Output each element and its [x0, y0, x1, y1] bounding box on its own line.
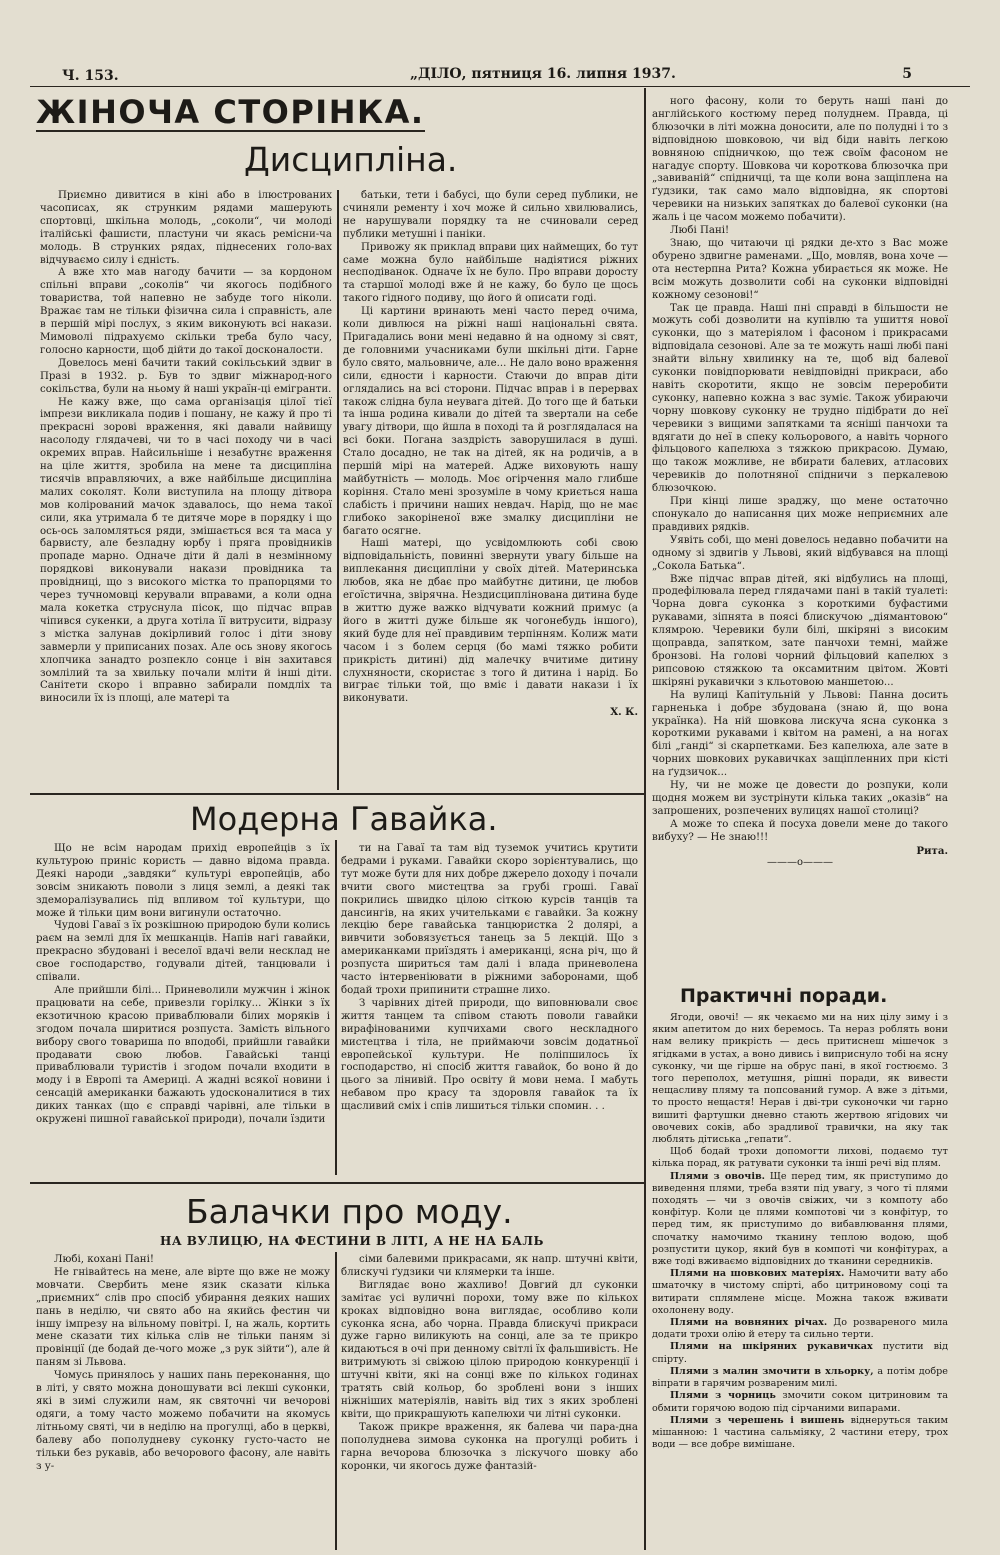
paragraph: Довелось мені бачити такий сокільський здвиг в Празі в 1932. р. Був то здвиг міжнарод-ного сокільства, були на ньому й наші україн-ці емігранти. — [40, 357, 332, 395]
paper-dateline: „ДІЛО, пятниця 16. липня 1937. — [410, 66, 676, 82]
paragraph: Ці картини вринають мені часто перед очима, коли дивлюся на ріжні наші національні свята. Пригадались вони мені недавно й на одному зі свят, де головними учасниками були шкільні діти. Гарне було свято, мальовниче, але... Не дало воно враження сили, єдности і карности. Стаючи до вправ діти оглядались на всі сторони. Підчас вправ і в перервах також слідна була неувага дітей. До того ще й батьки та інша родина кивали до дітей та звертали на себе увагу дітвори, що йшла в поході та й розглядалася на всі боки. Погана заздрість заворушилася в душі. Стало досадно, не так на дітей, як на родичів, а в першій мірі на матерей. Адже виховують нашу майбутність — молодь. Моє огірчення мало глибше коріння. Стало мені зрозуміле в чому криється наша слабість і причини наших невдач. Нарід, що не має глибоко закоріненої вже змалку дисципліни не багато осягне. — [343, 306, 638, 537]
paragraph: Чомусь принялось у наших пань переконання, що в літі, у свято можна доношувати всі лекші суконки, які в зимі служили нам, як святочні чи вечорові одяги, а тому часто можемо побачити на якомусь літньому святі, чи в неділю на прогулці, або в церкві, балеву або пополудневу суконку густо-часто не тільки без рукавів, або вечорового фасону, але навіть з у- — [36, 1370, 330, 1472]
paragraph: батьки, тети і бабусі, що були серед публики, не счиняли ременту і хоч може й сильно хвилювались, не нарушували порядку та не счиновали серед публики метушні і паніки. — [343, 190, 638, 240]
paragraph: На вулиці Капітульній у Львові: Панна досить гарненька і добре збудована (знаю й, що вона українка). На ній шовкова лискуча ясна суконка з короткими рукавами і квітом на рамені, а на ногах білі „ганді“ зі скарпетками. Без капелюха, але зате в чорних шовкових рукавичках защіпленних при кісті на ґудзичок... — [652, 689, 948, 779]
paragraph: Ягоди, овочі! — як чекаємо ми на них цілу зиму і з яким апетитом до них беремось. Та нераз роблять вони нам велику прикрість — десь притиснеш мішечок з ягідками в устах, а воно дивись і виприснуло тобі на ясну суконку, чи ще гірше на обрус пані, в якої гостюємо. З того переполох, метушня, рішні поради, як вивести нещасливу пляму та попсований гумор. А вже з дітьми, то просто нещастя! Нерав і дві-три суконочки чи гарно вишиті фартушки дневно стають жертвою ягідових чи овочевих соків, або зрадливої травички, на яку так люблять дітиська „гепати“. — [652, 1012, 948, 1146]
article-title-fashion: Балачки про моду. — [186, 1192, 513, 1231]
tip-text: змочити соком цитриновим та обмити горячою водою під сірчаними випарами. — [652, 1390, 948, 1414]
tip-heading: Плями з черешень і вишень — [670, 1414, 845, 1426]
paragraph: Не гнівайтесь на мене, але вірте що вже не можу мовчати. Свербить мене язик сказати кілька „приємних“ слів про спосіб убирання деяких наших пань в неділю, чи свято або на якийсь фестин чи іншу імпрезу на вільному повітрі. І, на жаль, кортить мене сказати тих кілька слів не тільки паням зі провінції (де бодай де-чого може „з рук зійти“), але й паням зі Львова. — [36, 1266, 330, 1369]
tip-heading: Плями на шкіряних рукавичках — [670, 1341, 873, 1353]
paragraph: Виглядає воно жахливо! Довгий дл суконки замітає усі вуличні порохи, тому вже по кількох кроках відповідно вона виглядає, особливо коли суконка ясна, або чорна. Правда блискучі прикраси дуже гарно виликують на сонці, але за те прикро кидаються в очі при денному світлі їх фальшивість. Не витримують зі свіжою цілою природою конкуренції і штучні квіти, які на сонці вже по кількох годинах тратять свій кольор, бо зроблені вони з інших ніжніших матеріялів, навіть від тих з яких зроблені квіти, що прикрашують капелюхи чи літні суконки. — [341, 1279, 638, 1420]
signature-rita: Рита. — [916, 844, 948, 857]
paragraph: А вже хто мав нагоду бачити — за кордоном спільні вправи „соколів“ чи якогось подібного товариства, той напевно не забуде того ніколи. Вражає там не тільки фізична сила і справність, але в першій мірі послух, з яким виконують всі накази. Мимоволі підрахуємо скільки треба було часу, голосно карности, щоб дійти до такої досконалости. — [40, 267, 332, 356]
page-header — [30, 64, 970, 87]
paragraph: Чудові Гаваї з їх розкішною природою були колись раєм на землі для їх мешканців. Напів нагі гавайки, прекрасно збудовані і веселої вдачі вели несклад не свое господарство, годували дітей, танцювали і співали. — [36, 920, 330, 984]
tip-item — [652, 1317, 948, 1341]
paragraph: ного фасону, коли то беруть наші пані до англійського костюму перед полуднем. Правда, ці блюзочки в літі можна доносити, але по полудні і то з відповідною шовковою, чи від біди навіть легкою вовняною спідничкою, що теж своїм фасоном не нагадує спорту. Шовкова чи короткова блюзочка при „завиваній“ спідничці, та ще коли вона защіплена на ґудзики, так само мало відповідна, як спортові черевики на низьких запятках до балевої суконки (на жаль і це часом можемо побачити). — [652, 96, 948, 224]
tip-item — [652, 1390, 948, 1414]
rule-a2-a3 — [30, 1182, 644, 1184]
paragraph: Знаю, що читаючи ці рядки де-хто з Вас може обурено здвигне раменами. „Що, мовляв, вона хоче — ота нестерпна Рита? Кожна убирається як може. Не всім можуть дозволити собі на суконки відповідні кожному сезонові!“ — [652, 237, 948, 301]
signature-hk: Х. К. — [610, 706, 638, 719]
article-hawaii-col2 — [341, 843, 638, 1175]
tip-text: Намочити вату або шматочку в чистому спірті, або цитриновому соці та витирати сплямлене місце. Можна також вживати охолонену воду. — [652, 1268, 948, 1316]
ornament-divider: ———o——— — [766, 857, 834, 869]
column-rule-right — [644, 88, 646, 1550]
tip-heading: Плями з чорниць — [670, 1390, 776, 1402]
paragraph: Що не всім народам прихід европейців з їх культурою приніс користь — давно відома правда. Деякі народи „завдяки“ культурі европейців, або зовсім зникають поволи з лиця землі, а деякі так здеморалізувались під впливом тої культури, що може й тільки цим вони вигинули остаточно. — [36, 843, 330, 919]
section-title: ЖІНОЧА СТОРІНКА. — [36, 93, 425, 131]
tip-text: пустити від спірту. — [652, 1341, 948, 1365]
paragraph: Так це правда. Наші пні справді в більшости не можуть собі дозволити на купівлю та ушиття нової суконки, що з матеріялом і фасоном і прикрасами відповідала сезонові. Але за те можуть наші любі пані знайти вільну хвилинку на те, щоб від балевої суконки повідпорювати невідповідні прикраси, або навіть скоротити, якщо не зовсім переробити суконку, напевно кожна з вас зуміє. Також убираючи чорну шовкову суконку не трудно підібрати до неї черевики з вищими запятками та ясніші панчохи та вдягати до неї в спеку кольорового, а навіть чорного фільцового капелюха з тяжкою прикрасою. Думаю, що також можливе, не вбирати балевих, атласових черевиків до полотняної спідничи з перкалевою блюзочкою. — [652, 302, 948, 495]
paragraph: При кінці лише зраджу, що мене остаточно спонукало до написання цих може неприємних але правдивих рядків. — [652, 496, 948, 533]
tip-item — [652, 1366, 948, 1390]
tip-item — [652, 1171, 948, 1269]
tip-text: віднеруться таким мішанною: 1 частина сальміяку, 2 частини етеру, трох води — все добре вимішане. — [652, 1414, 948, 1451]
paragraph: Наші матері, що усвідомлюють собі свою відповідальність, повинні звернути увагу більше на виплекання дисципліни у своїх дітей. Материнська любов, яка не дбає про майбутнє дитини, це любов егоїстична, звірячна. Нездисциплінована дитина буде в життю дуже важко відчувати кожний примус (а його в житті дуже більше як чогонебудь іншого), який буде для неї правдивим терпінням. Колиж мати часом і з болем серця (бо мамі тяжко робити прикрість дитині) дід малечку вчитиме дитину слухняности, скористає з того й дитина і нарід. Бо виграє тільки той, що вміє і давати накази і їх виконувати. — [343, 538, 638, 705]
article-title-discipline: Дисципліна. — [244, 140, 458, 179]
article-fashion-col1 — [36, 1254, 330, 1548]
article-title-tips: Практичні поради. — [680, 985, 888, 1007]
article-hawaii-col1 — [36, 843, 330, 1175]
paragraph: Приємно дивитися в кіні або в ілюстрованих часописах, як струнким рядами машерують спортовці, шкільна молодь, „соколи“, чи молоді італійські фашисти, пластуни чи якась ремісни-ча молодь. В струнких рядах, піднесених голо-вах відчуваємо силу і єдність. — [40, 190, 332, 266]
paragraph: Щоб бодай трохи допомогти лихові, подаємо тут кілька порад, як ратувати суконки та інші речі від плям. — [652, 1146, 948, 1170]
tip-heading: Плями з малин змочити в хльорку, — [670, 1365, 874, 1377]
tip-text: До розвареного мила додати трохи олію й етеру та сильно терти. — [652, 1317, 948, 1341]
tip-heading: Плями на вовняних річах. — [670, 1317, 828, 1329]
page-number: 5 — [902, 66, 912, 82]
paragraph: Любі Пані! — [670, 225, 730, 237]
tip-item — [652, 1341, 948, 1365]
paragraph: сіми балевими прикрасами, як напр. штучні квіти, блискучі ґудзики чи клямерки та інше. — [341, 1254, 638, 1278]
paragraph: Любі, кохані Пані! — [54, 1254, 154, 1265]
issue-number: Ч. 153. — [62, 68, 119, 84]
tip-item — [652, 1415, 948, 1452]
article-fashion-col3 — [652, 96, 948, 976]
column-rule-a3 — [335, 1252, 337, 1550]
paragraph: З чарівних дітей природи, що виповнювали своє життя танцем та співом стають поволи гавайки вирафінованими купчихами свого нескладного мистецтва і тіла, не приймаючи зовсім додатньої европейської культури. Не поліпшилось їх господарство, ні спосіб життя гавайок, бо воно й до цього за лінивій. Про освіту й мови нема. І мабуть небавом про красу та здоровля гавайок та їх щасливий сміх і спів лишиться тільки спомин. . . — [341, 997, 638, 1113]
article-discipline-col2 — [343, 190, 638, 788]
article-subtitle-fashion: НА ВУЛИЦЮ, НА ФЕСТИНИ В ЛІТІ, А НЕ НА БАЛЬ — [160, 1234, 544, 1248]
column-rule-a2 — [335, 840, 337, 1175]
tip-heading: Плями з овочів. — [670, 1170, 765, 1182]
paragraph: Ну, чи не може це довести до розпуки, коли щодня можем ви зустрінути кілька таких „оказів“ на запрошених, розпечених вулицях нашої столиці? — [652, 780, 948, 817]
paragraph: А може то спека й посуха довели мене до такого вибуху? — Не знаю!!! — [652, 818, 948, 843]
article-discipline-col1 — [40, 190, 332, 788]
paragraph: Також прикре враження, як балева чи пара-дна пополуднева зимова суконка на прогулці робить і гарна вечорова блюзочка з ліскучого шовку або коронки, чи якогось дуже фантазій- — [341, 1421, 638, 1472]
article-title-hawaii: Модерна Гавайка. — [190, 800, 498, 838]
tip-text: а потім добре віпрати в гарячим розвареним милі. — [652, 1365, 948, 1390]
paragraph: Не кажу вже, що сама організація цілої тієї імпрези викликала подив і пошану, не кажу й про ті прекрасні зорові враження, які давали найвищу насолоду глядачеві, чи то в часі походу чи в часі окремих вправ. Найсильніше і незабутнє враження на ціле життя, зробила на мене та дисципліна тисячів вправляючих, а вже найбільше дисципліна малих соколят. Коли виступила на площу дітвора мов колірований мачок здавалось, що нема такої сили, яка утримала б те дитяче море в порядку і що ось-ось заломляться ряди, змішається вся та маса у барвисту, але безладну юрбу і пряга провідників пропаде марно. Одначе діти й далі в незмінному порядкові виконували накази провідника та провідниці, що з високого містка то прапорцями то через тучномовці керували вправами, а коли одна мала кокетка струснула пісок, що підчас вправ чіпився сукенки, а друга хотіла її витрусити, відразу з містка залунав докірливий голос і діти знову завмерли у приписаних позах. Але ось знову якогось хлопчика занадто розпекло сонце і він захитався зомлілий та за хвильку почали мліти й інші діти. Санітети скоро і вправно забирали помдліх та виносили їх із площі, але матері та — [40, 396, 332, 705]
paragraph: Вже підчас вправ дітей, які відбулись на площі, продефілювала перед глядачами пані в такій туалеті: Чорна довга суконка з короткими буфастими рукавами, зіпнята в поясі блискучою „діямантовою“ клямрою. Черевики були білі, шкіряні з високим щоправда, запятком, зате панчохи темні, майже бронзові. На голові чорний фільцовий капелюх з рипсовою стяжкою та оксамитним цвітом. Жовті шкіряні рукавички з кльотовою маншетою... — [652, 573, 948, 688]
tip-text: Ще перед тим, як приступимо до виведення плями, треба взяти під увагу, з чого ті плями походять — чи з овочів свіжих, чи з компоту або конфітур. Коли це плями компотові чи з конфітур, то перед тим, як приступимо до вибавлювання плями, спочатку намочимо тканину теплою водою, щоб розпустити цукор, який був в компоті чи конфітурах, а вже тоді вживаємо відповідних до тканини середників. — [652, 1170, 948, 1268]
tip-heading: Плями на шовкових матеріях. — [670, 1268, 845, 1280]
paragraph: Привожу як приклад вправи цих наймещих, бо тут саме можна було найбільше надіятися ріжних несподіванок. Одначе їх не було. Про вправи доросту та старшої молоді вже й не кажу, бо було це щось такого гідного подиву, що його й описати годі. — [343, 241, 638, 305]
column-rule-a1 — [337, 190, 339, 790]
paragraph: Але прийшли білі... Приневолили мужчин і жінок працювати на себе, привезли горілку... Жінки з їх екзотичною красою приваблювали білих моряків і згодом почала ширитися розпуста. Замість вільного вибору свого товариша по вподобі, прийшли гавайки продавати свою любов. Гавайські танці приваблювали туристів і згодом почали входити в моду і в Европі та Америці. А жадні всякої новини і сенсацій американки бажають удосконалитися в тих диких танках (що є справді чарівні, але тільки в окружені пишної гавайської природи), почали їздити — [36, 984, 330, 1126]
paragraph: Уявіть собі, що мені довелось недавно побачити на одному зі здвигів у Львові, який відбувався на площі „Сокола Батька“. — [652, 534, 948, 572]
rule-a1-a2 — [30, 793, 644, 795]
article-fashion-col2 — [341, 1254, 638, 1548]
tip-item — [652, 1268, 948, 1317]
paragraph: ти на Гаваї та там від туземок учитись крутити бедрами і руками. Гавайки скоро зорієнтувались, що тут може бути для них добре джерело доходу і почали вчити свого мистецтва за грубі гроші. Гаваї покрились швидко цілою сіткою курсів танців та дансингів, на яких учительками є гавайки. За кожну лекцію бере гавайська танцюристка 2 долярі, а вивчити зобовязується танець за 5 лекцій. Що з американками приїздять і американці, ясна річ, що й розпуста шириться там далі і влада приневолена часто інтервеніювати в ріжними заборонами, щоб бодай трохи припинити страшне лихо. — [341, 843, 638, 996]
article-tips-col — [652, 1012, 948, 1550]
